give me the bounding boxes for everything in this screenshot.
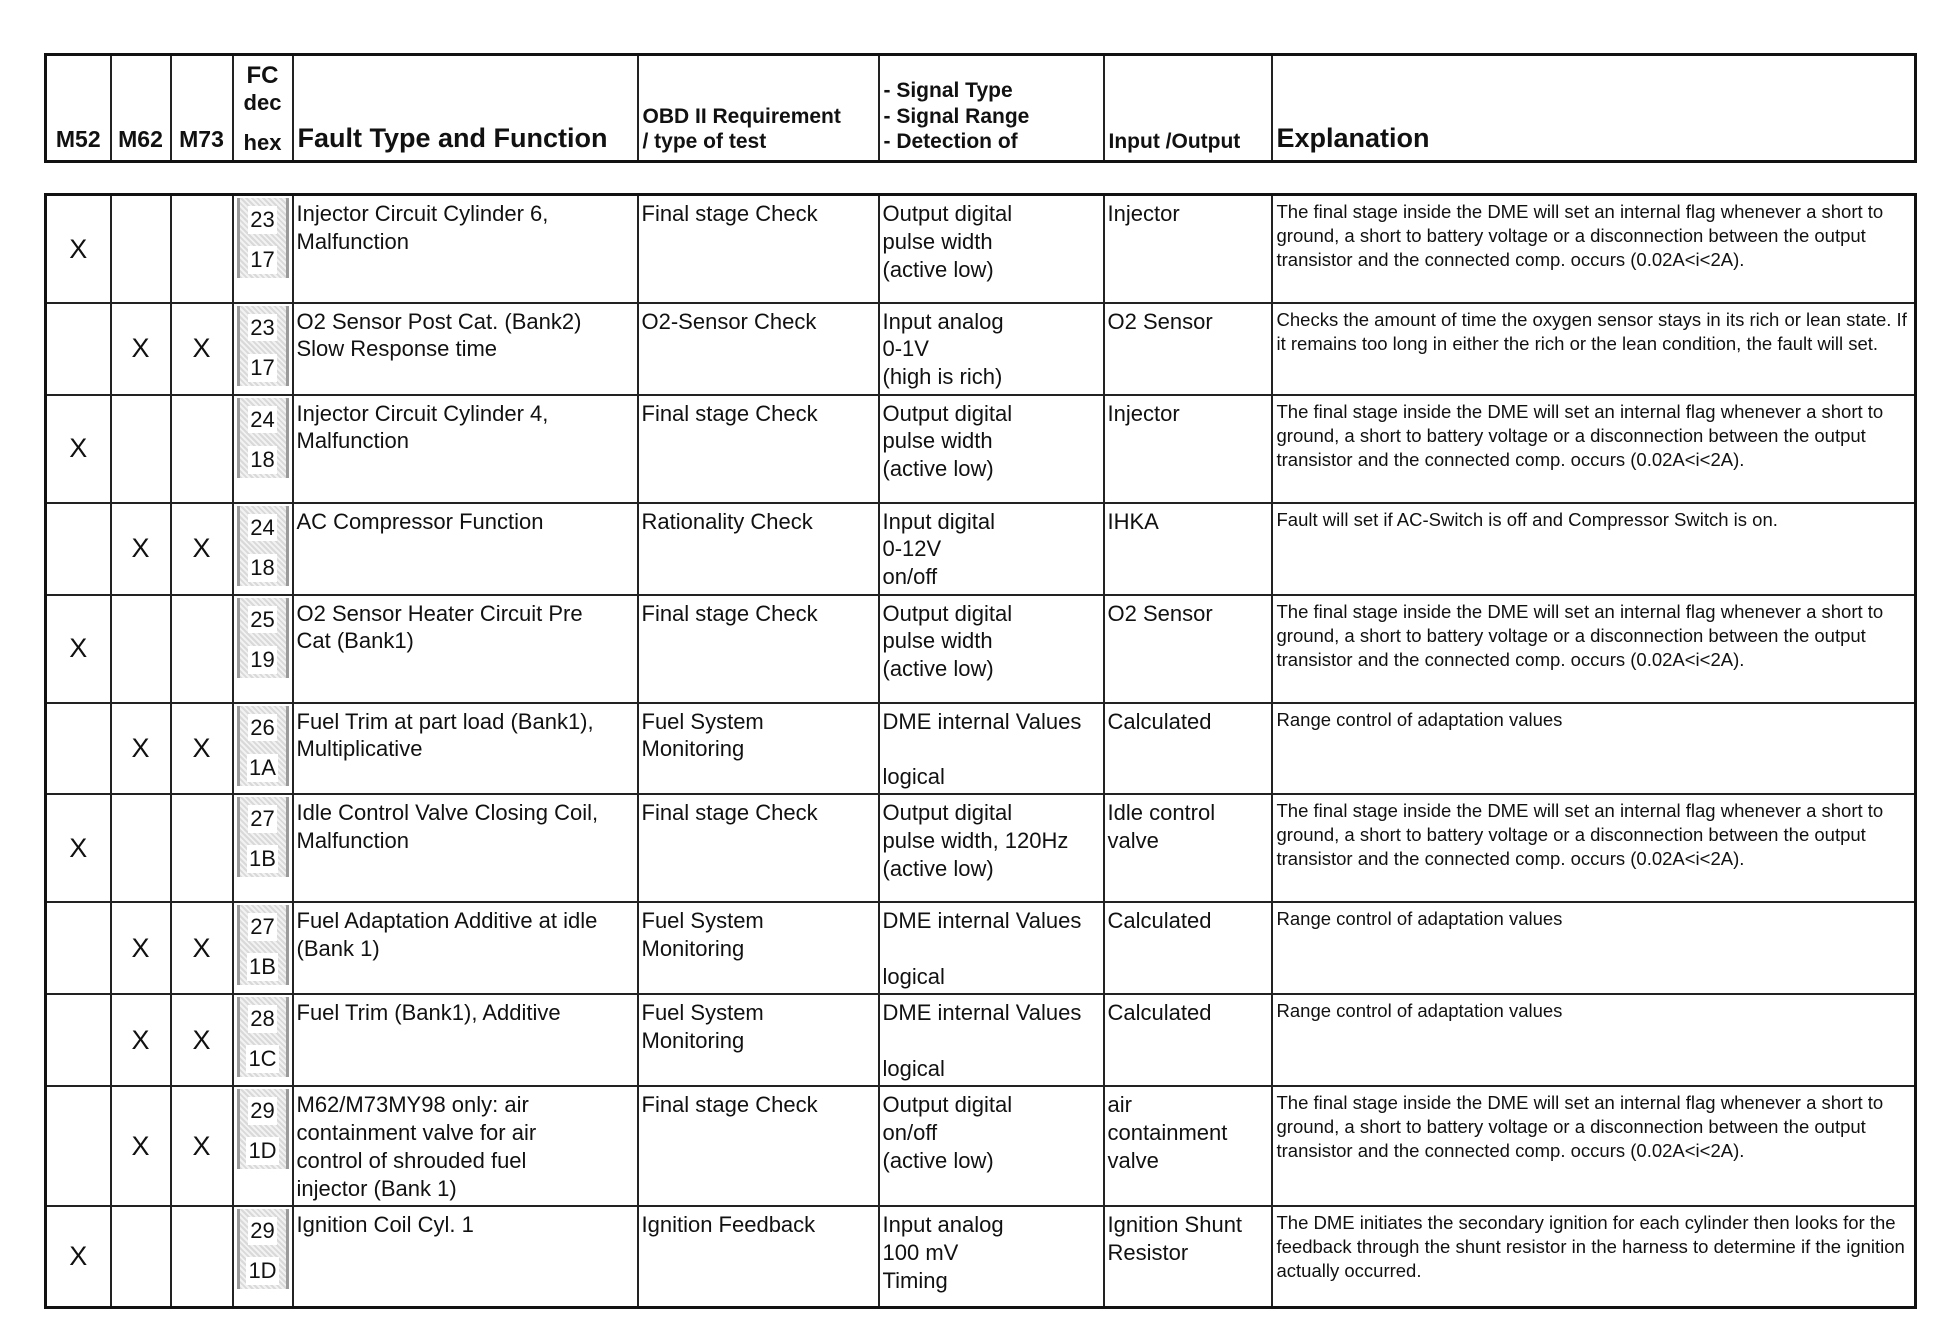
engine-m62-cell — [111, 503, 171, 595]
fault-code-cell — [233, 395, 293, 503]
signal-type-line: Timing — [882, 1267, 948, 1293]
signal-type-cell — [879, 595, 1104, 703]
input-output-cell — [1104, 1206, 1272, 1308]
fault-code-dec: 27 — [250, 806, 275, 832]
fault-code-box — [237, 797, 289, 877]
signal-type-line: logical — [882, 1056, 945, 1082]
obd-requirement-line: Fuel System — [641, 908, 764, 934]
engine-m73-cell — [171, 703, 233, 795]
fault-type-cell — [293, 595, 638, 703]
fault-type-cell — [293, 195, 638, 303]
signal-type-line: pulse width — [882, 428, 993, 454]
table-row — [46, 794, 1916, 902]
engine-m52-cell — [46, 303, 111, 395]
engine-m52-cell — [46, 595, 111, 703]
input-output-line: Calculated — [1107, 1000, 1212, 1026]
engine-m62-cell — [111, 195, 171, 303]
table-row — [46, 395, 1916, 503]
explanation-cell: The final stage inside the DME will set an internal flag whenever a short to ground, a short to battery voltage or a disconnection between the output transistor and the connected comp. occurs (0.02A<i<2A). — [1272, 195, 1916, 303]
fault-type-cell — [293, 1086, 638, 1206]
fault-code-hex: 17 — [250, 247, 275, 273]
fault-code-cell — [233, 703, 293, 795]
obd-requirement-line: Monitoring — [641, 936, 745, 962]
fault-type-line: containment valve for air — [296, 1120, 537, 1146]
header-fc — [233, 55, 293, 162]
engine-m52-cell — [46, 503, 111, 595]
obd-requirement-cell — [638, 195, 879, 303]
header-m52: M52 — [46, 55, 111, 162]
fault-code-cell — [233, 195, 293, 303]
obd-requirement-line: Fuel System — [641, 708, 764, 734]
obd-requirement-line: Final stage Check — [641, 201, 818, 226]
applicability-mark: X — [192, 733, 211, 764]
signal-type-cell — [879, 395, 1104, 503]
fault-code-cell — [233, 503, 293, 595]
table-row — [46, 503, 1916, 595]
engine-m73-cell — [171, 303, 233, 395]
input-output-line: Calculated — [1107, 708, 1212, 734]
signal-type-cell — [879, 1086, 1104, 1206]
engine-m73-cell — [171, 595, 233, 703]
signal-type-cell — [879, 703, 1104, 795]
fault-type-line: Malfunction — [296, 428, 410, 454]
obd-requirement-cell — [638, 503, 879, 595]
engine-m73-cell — [171, 1206, 233, 1308]
fault-type-cell — [293, 503, 638, 595]
applicability-mark: X — [131, 733, 150, 764]
obd-requirement-line: Final stage Check — [641, 1092, 818, 1118]
table-row — [46, 303, 1916, 395]
applicability-mark: X — [192, 333, 211, 364]
applicability-mark: X — [192, 933, 211, 964]
input-output-line: Resistor — [1107, 1239, 1189, 1265]
explanation-cell: Fault will set if AC-Switch is off and Compressor Switch is on. — [1272, 503, 1916, 595]
fault-code-dec: 23 — [250, 207, 275, 232]
input-output-cell — [1104, 1086, 1272, 1206]
table-row — [46, 1206, 1916, 1308]
fault-type-line: Cat (Bank1) — [296, 628, 414, 654]
header-input-output: Input /Output — [1104, 55, 1272, 162]
signal-type-line: Input analog — [882, 308, 1004, 334]
header-fc-dec: dec — [243, 90, 282, 115]
header-signal-line3: - Detection of — [883, 129, 1018, 153]
fault-type-line: Ignition Coil Cyl. 1 — [296, 1211, 474, 1237]
fault-type-line: Fuel Trim (Bank1), Additive — [296, 1000, 561, 1026]
engine-m62-cell — [111, 794, 171, 902]
applicability-mark: X — [69, 1241, 88, 1272]
fault-type-cell — [293, 902, 638, 994]
fault-code-dec: 23 — [250, 314, 275, 340]
engine-m62-cell — [111, 902, 171, 994]
signal-type-cell — [879, 195, 1104, 303]
obd-requirement-cell — [638, 595, 879, 703]
fault-type-cell — [293, 703, 638, 795]
fault-code-hex: 1B — [249, 954, 276, 980]
obd-requirement-cell — [638, 303, 879, 395]
signal-type-line: logical — [882, 964, 945, 990]
input-output-line: Ignition Shunt — [1107, 1211, 1243, 1237]
input-output-line: valve — [1107, 828, 1159, 854]
signal-type-line: Input digital — [882, 508, 996, 534]
fault-type-line: O2 Sensor Heater Circuit Pre — [296, 600, 583, 626]
engine-m52-cell — [46, 395, 111, 503]
signal-type-line: DME internal Values — [882, 1000, 1082, 1026]
fault-type-line: AC Compressor Function — [296, 508, 544, 534]
obd-requirement-cell — [638, 902, 879, 994]
input-output-line: Calculated — [1107, 908, 1212, 934]
obd-requirement-line: Final stage Check — [641, 400, 818, 426]
header-obd-line2: / type of test — [642, 129, 767, 153]
obd-requirement-line: Rationality Check — [641, 508, 813, 534]
fault-type-line: Fuel Trim at part load (Bank1), — [296, 708, 594, 734]
fault-code-hex: 1D — [248, 1257, 277, 1283]
obd-requirement-cell — [638, 794, 879, 902]
input-output-line: Idle control — [1107, 800, 1216, 826]
fault-code-dec: 24 — [250, 514, 275, 540]
fault-code-cell — [233, 902, 293, 994]
signal-type-line: DME internal Values — [882, 908, 1082, 934]
engine-m73-cell — [171, 902, 233, 994]
engine-m52-cell — [46, 1086, 111, 1206]
engine-m73-cell — [171, 195, 233, 303]
fault-type-cell — [293, 395, 638, 503]
table-row — [46, 994, 1916, 1086]
engine-m52-cell — [46, 195, 111, 303]
fault-type-cell — [293, 794, 638, 902]
engine-m73-cell — [171, 994, 233, 1086]
input-output-line: Injector — [1107, 400, 1180, 426]
signal-type-cell — [879, 303, 1104, 395]
signal-type-line: pulse width — [882, 628, 993, 654]
input-output-cell — [1104, 703, 1272, 795]
fault-code-dec: 29 — [250, 1098, 275, 1124]
fault-code-hex: 1B — [249, 846, 276, 872]
fault-type-cell — [293, 994, 638, 1086]
obd-requirement-line: Monitoring — [641, 736, 745, 762]
fault-code-table — [44, 193, 1917, 1309]
signal-type-line: Output digital — [882, 201, 1013, 226]
signal-type-cell — [879, 902, 1104, 994]
fault-type-line: Malfunction — [296, 228, 410, 254]
signal-type-line — [883, 1027, 1101, 1055]
explanation-cell: Range control of adaptation values — [1272, 994, 1916, 1086]
fault-code-box — [237, 905, 289, 985]
input-output-cell — [1104, 595, 1272, 703]
input-output-line: Injector — [1107, 201, 1180, 226]
fault-code-dec: 28 — [250, 1006, 275, 1032]
fault-code-dec: 29 — [250, 1217, 275, 1243]
fault-code-box — [237, 306, 289, 386]
header-signal-line2: - Signal Range — [883, 104, 1030, 128]
obd-requirement-line: Fuel System — [641, 1000, 764, 1026]
signal-type-line: (active low) — [882, 256, 994, 282]
fault-code-hex: 18 — [250, 446, 275, 472]
explanation-cell: Range control of adaptation values — [1272, 902, 1916, 994]
fault-type-line: Slow Response time — [296, 336, 498, 362]
fault-code-box — [237, 198, 289, 278]
fault-code-cell — [233, 994, 293, 1086]
header-table — [44, 53, 1917, 163]
fault-type-line: Fuel Adaptation Additive at idle — [296, 908, 598, 934]
applicability-mark: X — [192, 1025, 211, 1056]
signal-type-cell — [879, 503, 1104, 595]
fault-code-cell — [233, 794, 293, 902]
fault-code-dec: 26 — [250, 714, 275, 740]
fault-code-box — [237, 1089, 289, 1169]
header-m73: M73 — [171, 55, 233, 162]
explanation-cell: The DME initiates the secondary ignition for each cylinder then looks for the feedback through the shunt resistor in the harness to determine if the ignition actually occurred. — [1272, 1206, 1916, 1308]
applicability-mark: X — [131, 1025, 150, 1056]
input-output-line: IHKA — [1107, 508, 1159, 534]
engine-m62-cell — [111, 303, 171, 395]
fault-type-line: Injector Circuit Cylinder 4, — [296, 400, 549, 426]
signal-type-line: (active low) — [882, 656, 994, 682]
engine-m62-cell — [111, 1086, 171, 1206]
signal-type-line: DME internal Values — [882, 708, 1082, 734]
fault-type-line: O2 Sensor Post Cat. (Bank2) — [296, 308, 582, 334]
engine-m52-cell — [46, 1206, 111, 1308]
signal-type-line: (active low) — [882, 456, 994, 482]
signal-type-cell — [879, 794, 1104, 902]
signal-type-line: on/off — [882, 1120, 938, 1146]
input-output-line: air — [1107, 1092, 1132, 1118]
signal-type-cell — [879, 1206, 1104, 1308]
input-output-line: valve — [1107, 1148, 1159, 1173]
input-output-cell — [1104, 503, 1272, 595]
signal-type-line — [883, 735, 1101, 763]
engine-m73-cell — [171, 503, 233, 595]
fault-code-hex: 1A — [249, 754, 276, 780]
fault-type-line: (Bank 1) — [296, 936, 380, 962]
engine-m62-cell — [111, 395, 171, 503]
engine-m73-cell — [171, 395, 233, 503]
table-row — [46, 195, 1916, 303]
input-output-cell — [1104, 195, 1272, 303]
signal-type-line: (active low) — [882, 856, 994, 882]
engine-m62-cell — [111, 1206, 171, 1308]
applicability-mark: X — [131, 533, 150, 564]
explanation-cell: Range control of adaptation values — [1272, 703, 1916, 795]
signal-type-line: (active low) — [882, 1148, 994, 1173]
signal-type-line: logical — [882, 764, 945, 790]
signal-type-line: (high is rich) — [882, 364, 1003, 390]
signal-type-line — [883, 935, 1101, 963]
obd-requirement-line: Ignition Feedback — [641, 1211, 816, 1237]
obd-requirement-cell — [638, 703, 879, 795]
applicability-mark: X — [192, 1130, 211, 1161]
signal-type-line: 0-12V — [882, 536, 942, 562]
fault-code-cell — [233, 1206, 293, 1308]
fault-type-line: control of shrouded fuel — [296, 1148, 527, 1173]
input-output-cell — [1104, 902, 1272, 994]
input-output-line: O2 Sensor — [1107, 600, 1213, 626]
fault-code-box — [237, 997, 289, 1077]
fault-code-box — [237, 506, 289, 586]
signal-type-line: Output digital — [882, 600, 1013, 626]
fault-code-dec: 24 — [250, 406, 275, 432]
fault-code-box — [237, 1209, 289, 1289]
header-fc-hex: hex — [243, 129, 282, 155]
signal-type-line: pulse width — [882, 228, 993, 254]
obd-requirement-cell — [638, 395, 879, 503]
fault-code-cell — [233, 1086, 293, 1206]
fault-code-box — [237, 706, 289, 786]
signal-type-line: 0-1V — [882, 336, 929, 362]
fault-code-hex: 1D — [248, 1138, 277, 1164]
obd-requirement-line: Monitoring — [641, 1028, 745, 1054]
signal-type-cell — [879, 994, 1104, 1086]
applicability-mark: X — [69, 633, 88, 664]
fault-code-dec: 27 — [250, 914, 275, 940]
input-output-line: containment — [1107, 1120, 1228, 1146]
table-row — [46, 902, 1916, 994]
applicability-mark: X — [69, 233, 88, 264]
engine-m73-cell — [171, 794, 233, 902]
fault-code-cell — [233, 595, 293, 703]
fault-type-cell — [293, 303, 638, 395]
fault-type-line: injector (Bank 1) — [296, 1175, 457, 1201]
engine-m62-cell — [111, 703, 171, 795]
obd-requirement-cell — [638, 994, 879, 1086]
engine-m62-cell — [111, 595, 171, 703]
explanation-cell: The final stage inside the DME will set an internal flag whenever a short to ground, a short to battery voltage or a disconnection between the output transistor and the connected comp. occurs (0.02A<i<2A). — [1272, 395, 1916, 503]
signal-type-line: Output digital — [882, 800, 1013, 826]
header-fault-type: Fault Type and Function — [293, 55, 638, 162]
fault-type-line: Multiplicative — [296, 736, 423, 762]
header-signal — [879, 55, 1104, 162]
explanation-cell: The final stage inside the DME will set an internal flag whenever a short to ground, a short to battery voltage or a disconnection between the output transistor and the connected comp. occurs (0.02A<i<2A). — [1272, 1086, 1916, 1206]
header-fc-label: FC — [246, 62, 279, 89]
engine-m73-cell — [171, 1086, 233, 1206]
signal-type-line: on/off — [882, 564, 938, 590]
input-output-cell — [1104, 303, 1272, 395]
applicability-mark: X — [131, 333, 150, 364]
fault-code-box — [237, 398, 289, 478]
explanation-cell: The final stage inside the DME will set an internal flag whenever a short to ground, a short to battery voltage or a disconnection between the output transistor and the connected comp. occurs (0.02A<i<2A). — [1272, 794, 1916, 902]
fault-code-dec: 25 — [250, 606, 275, 632]
obd-requirement-line: O2-Sensor Check — [641, 308, 817, 334]
table-row — [46, 703, 1916, 795]
obd-requirement-cell — [638, 1206, 879, 1308]
header-m62: M62 — [111, 55, 171, 162]
engine-m52-cell — [46, 703, 111, 795]
signal-type-line: pulse width, 120Hz — [882, 828, 1069, 854]
applicability-mark: X — [131, 933, 150, 964]
input-output-cell — [1104, 994, 1272, 1086]
explanation-cell: Checks the amount of time the oxygen sensor stays in its rich or lean state. If it remains too long in either the rich or the lean condition, the fault will set. — [1272, 303, 1916, 395]
applicability-mark: X — [69, 433, 88, 464]
signal-type-line: Input analog — [882, 1211, 1004, 1237]
fault-type-line: Malfunction — [296, 828, 410, 854]
fault-code-hex: 1C — [248, 1046, 277, 1072]
fault-type-cell — [293, 1206, 638, 1308]
engine-m52-cell — [46, 794, 111, 902]
header-signal-line1: - Signal Type — [883, 79, 1013, 103]
fault-code-hex: 18 — [250, 554, 275, 580]
fault-code-box — [237, 598, 289, 678]
fault-code-hex: 19 — [250, 646, 275, 672]
obd-requirement-line: Final stage Check — [641, 800, 818, 826]
table-row — [46, 1086, 1916, 1206]
signal-type-line: 100 mV — [882, 1239, 959, 1265]
header-explanation: Explanation — [1272, 55, 1916, 162]
input-output-line: O2 Sensor — [1107, 308, 1213, 334]
engine-m62-cell — [111, 994, 171, 1086]
header-obd — [638, 55, 879, 162]
explanation-cell: The final stage inside the DME will set an internal flag whenever a short to ground, a short to battery voltage or a disconnection between the output transistor and the connected comp. occurs (0.02A<i<2A). — [1272, 595, 1916, 703]
obd-requirement-cell — [638, 1086, 879, 1206]
engine-m52-cell — [46, 994, 111, 1086]
table-row — [46, 595, 1916, 703]
fault-type-line: M62/M73MY98 only: air — [296, 1092, 529, 1118]
applicability-mark: X — [131, 1130, 150, 1161]
engine-m52-cell — [46, 902, 111, 994]
applicability-mark: X — [69, 833, 88, 864]
signal-type-line: Output digital — [882, 400, 1013, 426]
signal-type-line: Output digital — [882, 1092, 1013, 1118]
input-output-cell — [1104, 395, 1272, 503]
fault-code-hex: 17 — [250, 354, 275, 380]
obd-requirement-line: Final stage Check — [641, 600, 818, 626]
fault-code-cell — [233, 303, 293, 395]
applicability-mark: X — [192, 533, 211, 564]
fault-type-line: Idle Control Valve Closing Coil, — [296, 800, 599, 826]
header-obd-line1: OBD II Requirement — [642, 104, 841, 128]
fault-type-line: Injector Circuit Cylinder 6, — [296, 201, 549, 226]
input-output-cell — [1104, 794, 1272, 902]
